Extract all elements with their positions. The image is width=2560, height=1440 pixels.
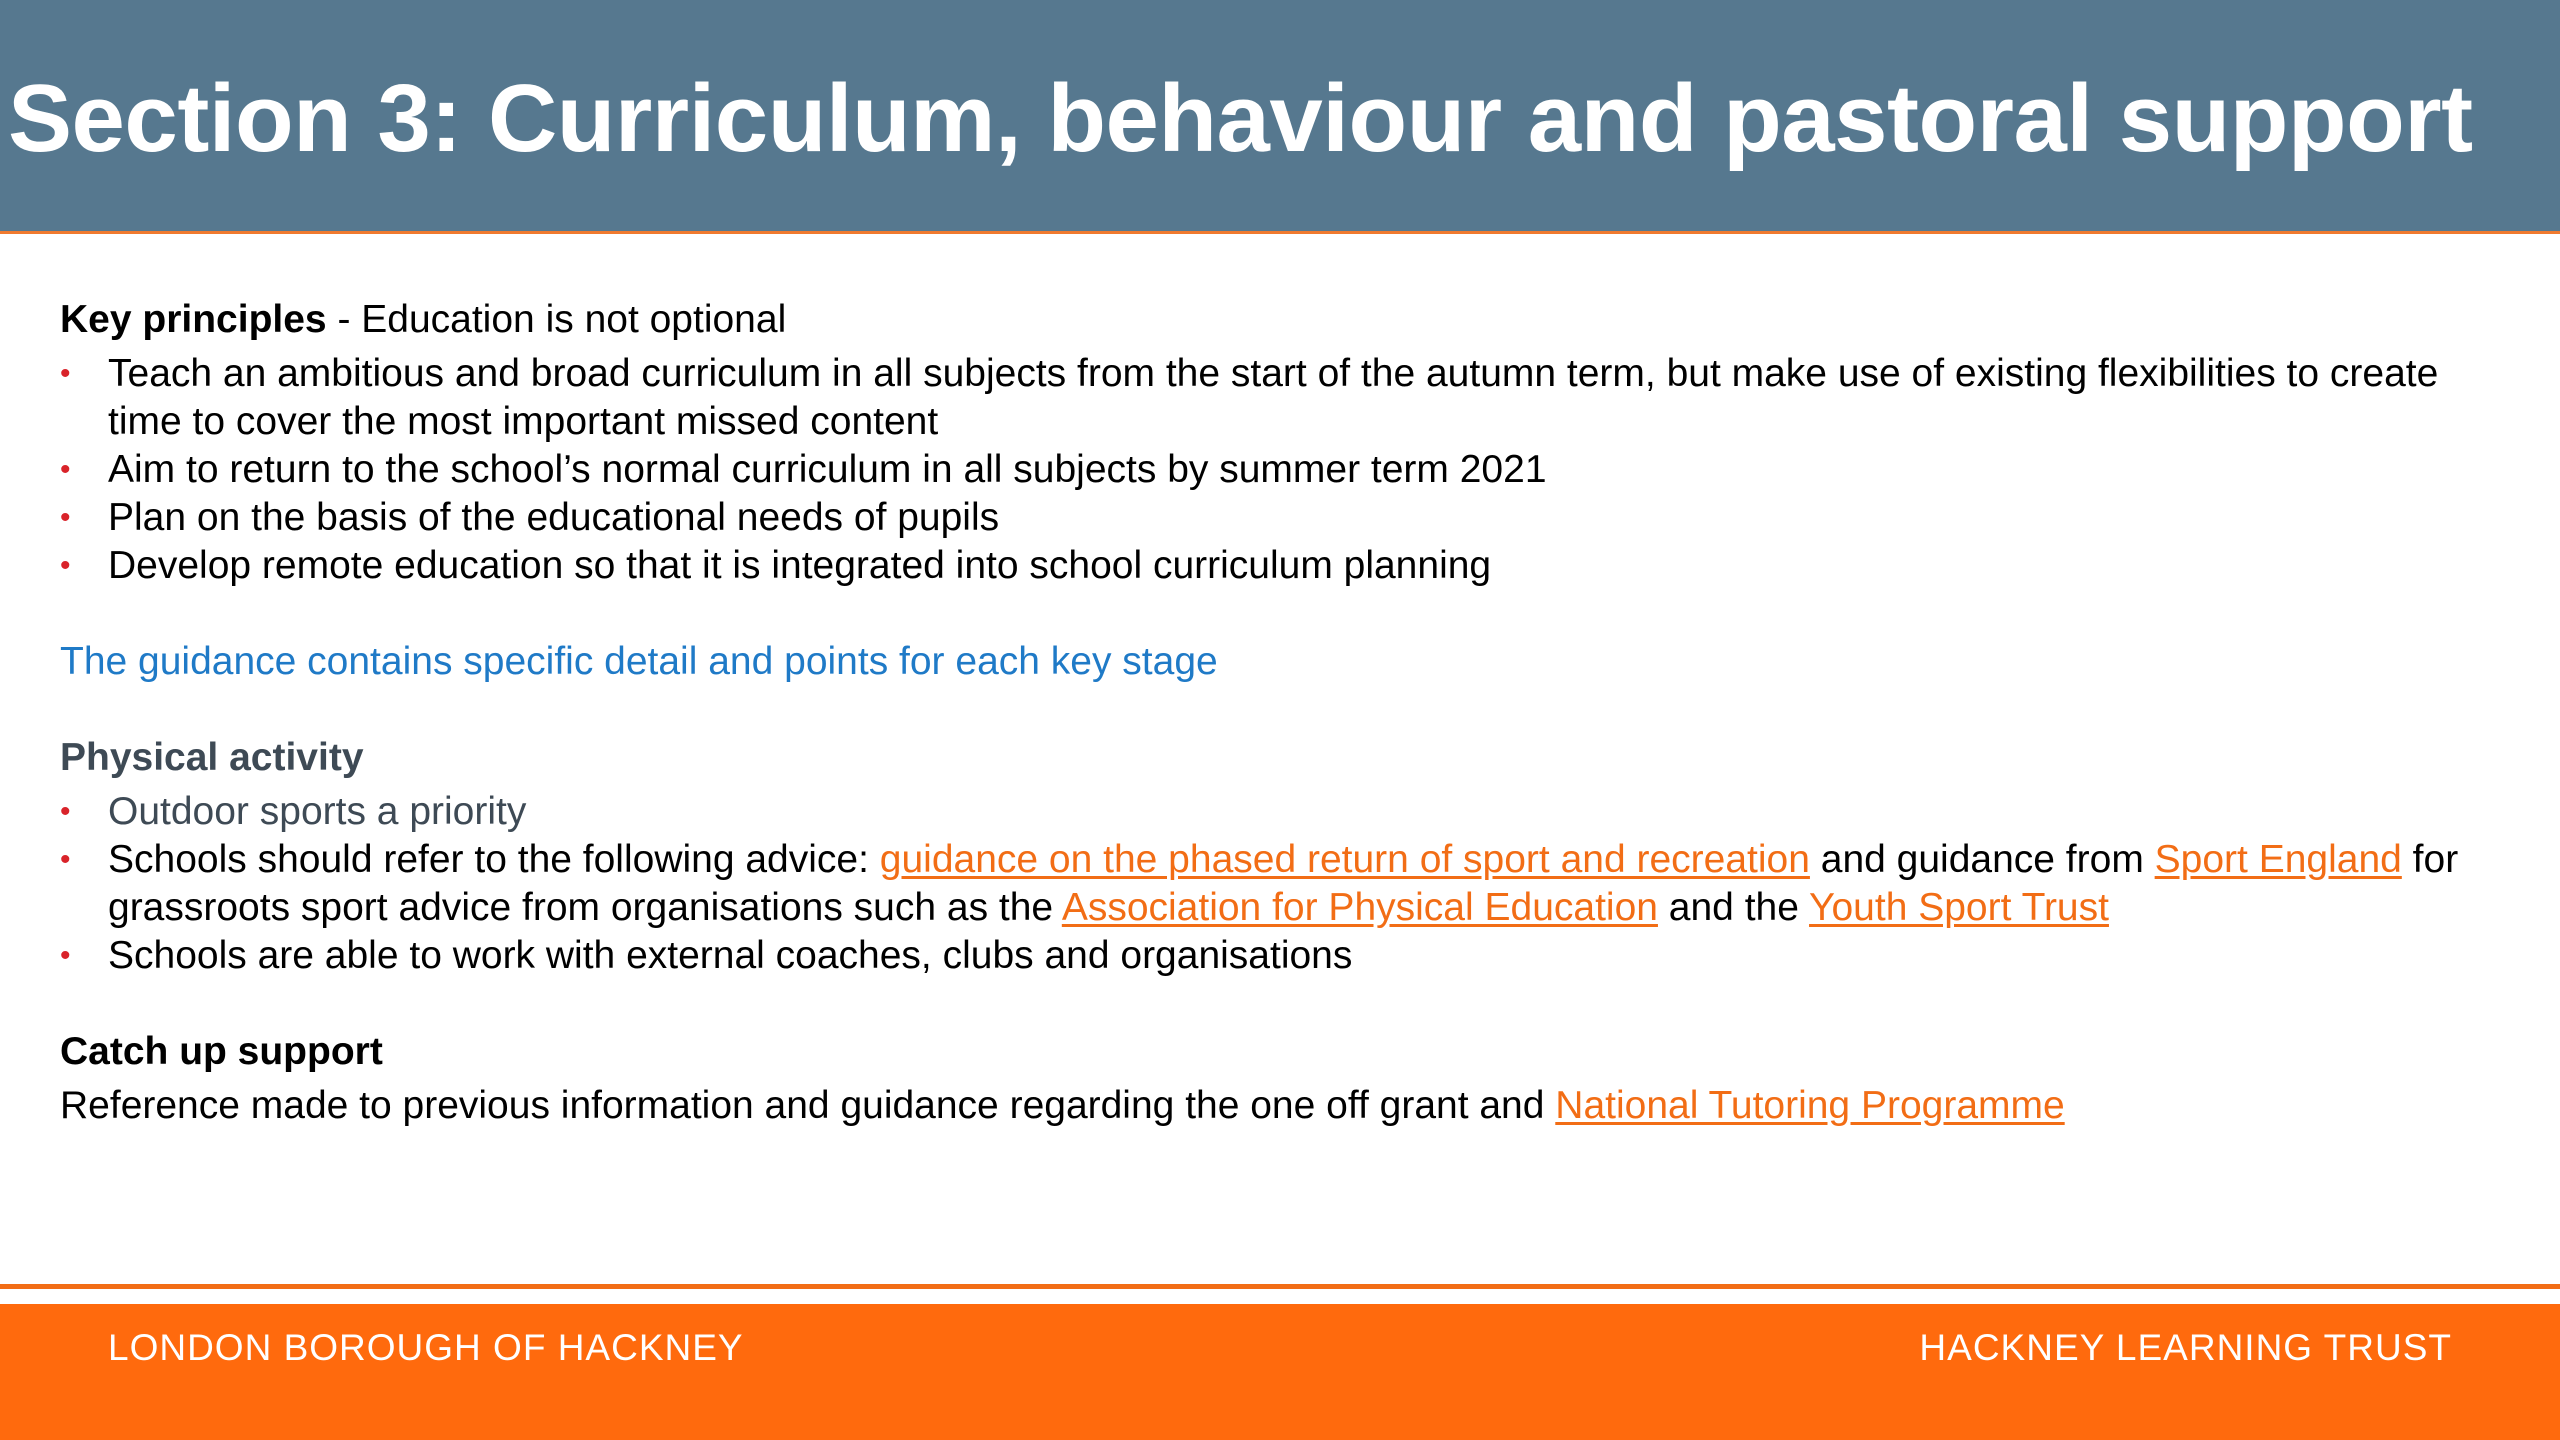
list-item-text: Schools are able to work with external coaches, clubs and organisations — [108, 934, 1353, 977]
list-item-text: Plan on the basis of the educational needs of pupils — [108, 496, 1000, 539]
sport-recreation-guidance-link[interactable]: guidance on the phased return of sport and recreation — [879, 838, 1810, 881]
bullet-icon: • — [60, 453, 71, 486]
bullet-icon: • — [60, 357, 71, 390]
catch-up-text: Reference made to previous information and guidance regarding the one off grant and — [60, 1084, 1556, 1127]
list-item — [60, 836, 2500, 932]
list-item-text: and the — [1657, 886, 1810, 929]
footer-left-text: LONDON BOROUGH OF HACKNEY — [108, 1327, 744, 1368]
national-tutoring-programme-link[interactable]: National Tutoring Programme — [1555, 1084, 2065, 1127]
spacer — [60, 980, 2500, 1028]
key-principles-heading: Key principles — [60, 298, 327, 341]
list-item-text: Aim to return to the school’s normal curriculum in all subjects by summer term 2021 — [108, 448, 1547, 491]
association-physical-education-link[interactable]: Association for Physical Education — [1061, 886, 1658, 929]
slide-title: Section 3: Curriculum, behaviour and pastoral support — [8, 65, 2473, 172]
key-principles-list — [60, 350, 2500, 590]
list-item-text: Develop remote education so that it is integrated into school curriculum planning — [108, 544, 1492, 587]
list-item — [60, 494, 2500, 542]
list-item-text: Teach an ambitious and broad curriculum in all subjects from the start of the autumn term, but make use of existing flexibilities to create time to cover the most important missed content — [108, 352, 2439, 443]
slide-content — [60, 296, 2500, 1130]
catch-up-text-line — [60, 1082, 2500, 1130]
slide-header — [0, 0, 2560, 234]
list-item-text: Outdoor sports a priority — [108, 790, 527, 833]
spacer — [60, 590, 2500, 638]
bullet-icon: • — [60, 549, 71, 582]
list-item-text: Schools should refer to the following advice: — [108, 838, 880, 881]
physical-activity-heading: Physical activity — [60, 736, 364, 779]
bullet-icon: • — [60, 939, 71, 972]
bullet-icon: • — [60, 501, 71, 534]
list-item-text: for grassroots sport advice from organisations such as the — [108, 838, 2459, 929]
guidance-note: The guidance contains specific detail and points for each key stage — [60, 640, 1218, 683]
bullet-icon: • — [60, 795, 71, 828]
list-item — [60, 542, 2500, 590]
list-item — [60, 788, 2500, 836]
list-item — [60, 446, 2500, 494]
sport-england-link[interactable]: Sport England — [2154, 838, 2402, 881]
list-item — [60, 932, 2500, 980]
youth-sport-trust-link[interactable]: Youth Sport Trust — [1809, 886, 2109, 929]
key-principles-subtitle: - Education is not optional — [326, 298, 787, 341]
bullet-icon: • — [60, 843, 71, 876]
catch-up-heading: Catch up support — [60, 1030, 383, 1073]
footer-divider — [0, 1284, 2560, 1289]
list-item-text: and guidance from — [1809, 838, 2155, 881]
key-principles-line — [60, 296, 2500, 344]
footer-bar — [0, 1304, 2560, 1440]
list-item — [60, 350, 2500, 446]
physical-activity-list — [60, 788, 2500, 980]
footer-right-text: HACKNEY LEARNING TRUST — [1919, 1327, 2452, 1368]
spacer — [60, 686, 2500, 734]
